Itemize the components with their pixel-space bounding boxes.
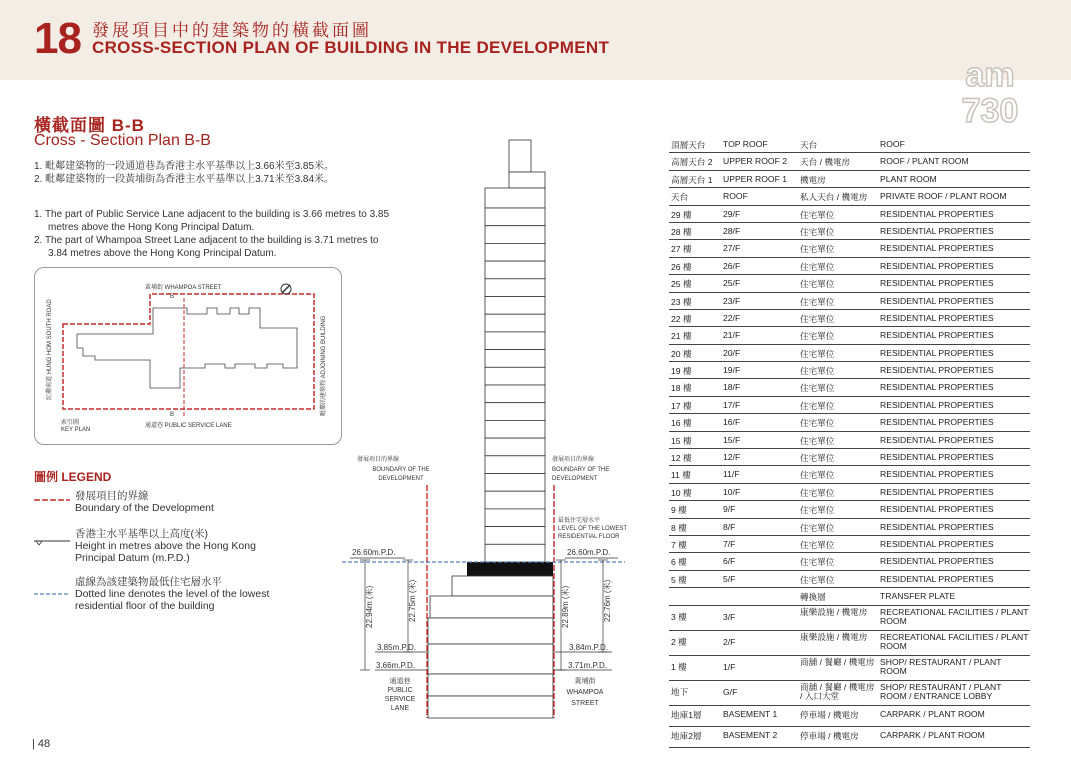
- floor-use-en: RESIDENTIAL PROPERTIES: [880, 452, 994, 463]
- watermark-text-top: am: [965, 56, 1015, 94]
- floor-name-en: TOP ROOF: [723, 139, 768, 149]
- floor-use-en: RECREATIONAL FACILITIES / PLANT ROOM: [880, 631, 1029, 651]
- floor-name-en: ROOF: [723, 191, 748, 202]
- floor-use-en: PRIVATE ROOF / PLANT ROOM: [880, 191, 1007, 202]
- floor-row: [669, 223, 1030, 240]
- floor-name-zh: 23 樓: [671, 296, 692, 307]
- section-title-zh: 發展項目中的建築物的橫截面圖: [92, 21, 372, 40]
- floor-row: [669, 240, 1030, 257]
- floor-row: [669, 310, 1030, 327]
- floor-name-zh: 8 樓: [671, 522, 687, 533]
- note-zh-2: 2. 毗鄰建築物的一段黃埔街為香港主水平基準以上3.71米至3.84米。: [34, 174, 335, 185]
- floor-name-zh: 7 樓: [671, 539, 687, 550]
- floor-name-zh: 3 樓: [671, 611, 687, 622]
- floor-row: [669, 681, 1030, 706]
- floor-name-en: 12/F: [723, 452, 741, 463]
- floor-row: [669, 275, 1030, 292]
- floor-use-en: RESIDENTIAL PROPERTIES: [880, 382, 994, 393]
- watermark-logo: [955, 54, 1025, 128]
- floor-use-zh: 住宅單位: [800, 400, 835, 411]
- floor-use-en: RESIDENTIAL PROPERTIES: [880, 295, 994, 306]
- floor-row: [669, 588, 1030, 605]
- legend-dotted-en: Dotted line denotes the level of the lowest residential floor of the building: [75, 588, 270, 612]
- section-number: 18: [34, 14, 81, 63]
- floor-name-zh: 29 樓: [671, 209, 692, 220]
- floor-name-en: 18/F: [723, 382, 741, 393]
- tower-floor: [485, 279, 545, 297]
- floor-use-en: RESIDENTIAL PROPERTIES: [880, 486, 994, 497]
- floor-name-zh: 5 樓: [671, 574, 687, 585]
- tower-floor: [485, 544, 545, 562]
- floor-name-en: 28/F: [723, 225, 741, 236]
- keyplan-right-side: 毗鄰的建築物 ADJOINING BUILDING: [321, 315, 327, 416]
- floor-use-zh: 住宅單位: [800, 348, 835, 359]
- keyplan-label-en: KEY PLAN: [61, 427, 91, 433]
- floor-row: [669, 706, 1030, 727]
- keyplan-boundary: [63, 294, 314, 409]
- floor-use-zh: 住宅單位: [800, 574, 835, 585]
- boundary-right-en2: DEVELOPMENT: [552, 476, 598, 482]
- floor-name-en: 26/F: [723, 260, 741, 271]
- floor-use-zh: 天台: [800, 140, 818, 150]
- floor-name-en: 2/F: [723, 636, 736, 647]
- floor-row: [669, 519, 1030, 536]
- floor-row: [669, 188, 1030, 205]
- keyplan-left-road: 紅磡南道 HUNG HOM SOUTH ROAD: [47, 299, 53, 400]
- key-plan: [34, 267, 342, 445]
- tower-floor: [485, 403, 545, 421]
- floor-use-en: RESIDENTIAL PROPERTIES: [880, 538, 994, 549]
- legend-height-zh: 香港主水平基準以上高度(米): [75, 528, 208, 540]
- floor-row: [669, 362, 1030, 379]
- floor-use-zh: 住宅單位: [800, 331, 835, 342]
- dim-left-2: 22.75m (米): [408, 579, 417, 622]
- floor-use-en: CARPARK / PLANT ROOM: [880, 729, 985, 740]
- keyplan-marker-top: B: [170, 294, 175, 300]
- floor-name-zh: 高層天台 2: [671, 157, 713, 168]
- lowest-res-en1: LEVEL OF THE LOWEST: [558, 526, 628, 532]
- floor-name-en: 20/F: [723, 347, 741, 358]
- floor-name-zh: 27 樓: [671, 244, 692, 255]
- floor-name-zh: 高層天台 1: [671, 174, 713, 185]
- floor-use-zh: 轉換層: [800, 592, 826, 603]
- floor-row: [669, 153, 1030, 170]
- floor-row: [669, 501, 1030, 518]
- floor-row: [669, 656, 1030, 681]
- floor-name-zh: 26 樓: [671, 261, 692, 272]
- floor-use-zh: 私人天台 / 機電房: [800, 192, 868, 203]
- floor-row: [669, 449, 1030, 466]
- floor-name-en: BASEMENT 2: [723, 729, 778, 740]
- tower-floor: [485, 474, 545, 492]
- floor-name-en: UPPER ROOF 1: [723, 173, 787, 184]
- lane-left-en2: SERVICE: [384, 696, 416, 703]
- floor-use-en: PLANT ROOM: [880, 173, 937, 184]
- dim-left-1: 22.94m (米): [365, 585, 374, 628]
- tower-floor: [485, 243, 545, 261]
- legend-title: 圖例 LEGEND: [34, 470, 112, 484]
- page-header: [0, 0, 1071, 80]
- floor-name-zh: 28 樓: [671, 226, 692, 237]
- floor-name-en: 22/F: [723, 312, 741, 323]
- floor-use-en: RESIDENTIAL PROPERTIES: [880, 417, 994, 428]
- floor-name-en: 6/F: [723, 556, 736, 567]
- note-zh-1: 1. 毗鄰建築物的一段通道巷為香港主水平基準以上3.66米至3.85米。: [34, 161, 335, 172]
- key-plan-drawing: [35, 268, 341, 444]
- floor-use-zh: 住宅單位: [800, 366, 835, 377]
- floor-name-zh: 10 樓: [671, 487, 692, 498]
- floor-row: [669, 466, 1030, 483]
- floor-name-zh: 11 樓: [671, 470, 691, 481]
- floor-use-zh: 住宅單位: [800, 313, 835, 324]
- floor-use-en: RESIDENTIAL PROPERTIES: [880, 312, 994, 323]
- floor-use-en: RESIDENTIAL PROPERTIES: [880, 556, 994, 567]
- floor-row: [669, 727, 1030, 748]
- floor-name-en: 9/F: [723, 504, 736, 515]
- legend-item-height: [75, 528, 275, 564]
- building-tower: [485, 140, 545, 208]
- tower-floor: [485, 491, 545, 509]
- floor-schedule-table: [669, 136, 1030, 748]
- floor-use-zh: 住宅單位: [800, 261, 835, 272]
- lane-left-en3: LANE: [390, 705, 410, 712]
- section-title-en: CROSS-SECTION PLAN OF BUILDING IN THE DEVELOPMENT: [92, 38, 610, 57]
- floor-use-en: RESIDENTIAL PROPERTIES: [880, 225, 994, 236]
- level-right-low: 3.71m.P.D.: [568, 661, 607, 670]
- floor-name-en: 5/F: [723, 573, 736, 584]
- floor-use-en: RESIDENTIAL PROPERTIES: [880, 278, 994, 289]
- floor-row: [669, 171, 1030, 188]
- floor-use-zh: 住宅單位: [800, 522, 835, 533]
- level-right-mid: 3.84m.P.D.: [569, 643, 608, 652]
- lane-right-en1: WHAMPOA: [566, 689, 604, 696]
- floor-row: [669, 536, 1030, 553]
- floor-row: [669, 293, 1030, 310]
- note-en-2: 2. The part of Whampoa Street Lane adjacent to the building is 3.71 metres to 3.84 metres above the Hong Kong Principal Datum.: [34, 235, 379, 259]
- dim-right-2: 22.76m (米): [603, 579, 612, 622]
- plan-title-en: Cross - Section Plan B-B: [34, 132, 211, 149]
- floor-use-en: RESIDENTIAL PROPERTIES: [880, 469, 994, 480]
- level-left-top: 26.60m.P.D.: [352, 548, 396, 557]
- floor-row: [669, 379, 1030, 396]
- floor-row: [669, 345, 1030, 362]
- floor-name-zh: 17 樓: [671, 400, 692, 411]
- note-en-1: 1. The part of Public Service Lane adjacent to the building is 3.66 metres to 3.85 metres above the Hong Kong Principal Datum.: [34, 209, 390, 233]
- floor-use-zh: 住宅單位: [800, 435, 835, 446]
- dim-right-1: 22.89m (米): [561, 585, 570, 628]
- floor-row: [669, 206, 1030, 223]
- floor-name-zh: 15 樓: [671, 435, 692, 446]
- tower-floor: [485, 297, 545, 315]
- floor-name-zh: 頂層天台: [671, 140, 706, 150]
- floor-use-en: RESIDENTIAL PROPERTIES: [880, 399, 994, 410]
- keyplan-building: [77, 308, 297, 388]
- floor-use-zh: 停車場 / 機電房: [800, 709, 859, 720]
- tower-floor: [485, 420, 545, 438]
- floor-use-zh: 住宅單位: [800, 418, 835, 429]
- floor-name-en: 23/F: [723, 295, 741, 306]
- floor-name-en: 25/F: [723, 278, 741, 289]
- level-left-low: 3.66m.P.D.: [376, 661, 415, 670]
- floor-use-zh: 商舖 / 餐廳 / 機電房: [800, 656, 875, 667]
- tower-floor: [485, 367, 545, 385]
- floor-use-zh: 住宅單位: [800, 539, 835, 550]
- floor-name-zh: 21 樓: [671, 331, 692, 342]
- floor-name-en: G/F: [723, 686, 738, 697]
- floor-row: [669, 571, 1030, 588]
- floor-use-zh: 停車場 / 機電房: [800, 730, 859, 741]
- floor-name-zh: 22 樓: [671, 313, 692, 324]
- lane-right-en2: STREET: [571, 700, 599, 707]
- floor-use-zh: 住宅單位: [800, 383, 835, 394]
- floor-name-zh: 12 樓: [671, 453, 692, 464]
- floor-use-en: RESIDENTIAL PROPERTIES: [880, 243, 994, 254]
- floor-use-zh: 住宅單位: [800, 244, 835, 255]
- legend-height-symbol: [34, 538, 72, 548]
- floor-name-en: 16/F: [723, 417, 741, 428]
- floor-name-zh: 地庫2層: [671, 730, 702, 741]
- floor-use-zh: 機電房: [800, 174, 826, 185]
- boundary-left-en2: DEVELOPMENT: [378, 476, 424, 482]
- floor-use-en: RESIDENTIAL PROPERTIES: [880, 521, 994, 532]
- floor-name-zh: 18 樓: [671, 383, 692, 394]
- floor-use-en: TRANSFER PLATE: [880, 591, 956, 602]
- keyplan-marker-bottom: B: [170, 412, 175, 418]
- floor-name-zh: 25 樓: [671, 279, 692, 290]
- keyplan-label-zh: 索引圖: [61, 420, 80, 426]
- floor-name-zh: 16 樓: [671, 418, 692, 429]
- floor-name-en: 1/F: [723, 661, 736, 672]
- floor-name-en: 27/F: [723, 243, 741, 254]
- lane-left-zh: 通道巷: [389, 678, 411, 685]
- legend-height-en: Height in metres above the Hong Kong Principal Datum (m.P.D.): [75, 540, 256, 564]
- plan-title-zh: 橫截面圖 B-B: [34, 116, 145, 135]
- floor-use-en: CARPARK / PLANT ROOM: [880, 708, 985, 719]
- floor-name-en: 7/F: [723, 538, 736, 549]
- tower-floor: [485, 332, 545, 350]
- floor-name-en: 8/F: [723, 521, 736, 532]
- floor-use-en: RESIDENTIAL PROPERTIES: [880, 208, 994, 219]
- floor-use-zh: 住宅單位: [800, 226, 835, 237]
- page-number: | 48: [32, 738, 51, 750]
- floor-name-zh: 地庫1層: [671, 709, 702, 720]
- floor-name-zh: 地下: [671, 686, 689, 697]
- lowest-res-en2: RESIDENTIAL FLOOR: [558, 534, 620, 540]
- floor-use-en: RECREATIONAL FACILITIES / PLANT ROOM: [880, 606, 1029, 626]
- floor-name-en: 11/F: [723, 469, 740, 480]
- floor-row: [669, 136, 1030, 153]
- legend-item-boundary: [75, 490, 214, 514]
- floor-name-zh: 6 樓: [671, 557, 687, 568]
- floor-use-en: RESIDENTIAL PROPERTIES: [880, 365, 994, 376]
- floor-use-en: RESIDENTIAL PROPERTIES: [880, 260, 994, 271]
- floor-row: [669, 631, 1030, 656]
- floor-use-zh: 住宅單位: [800, 296, 835, 307]
- keyplan-street-label: 黃埔街 WHAMPOA STREET: [145, 285, 222, 291]
- floor-use-zh: 康樂設施 / 機電房: [800, 606, 868, 617]
- legend-boundary-symbol: [34, 495, 72, 505]
- floor-row: [669, 484, 1030, 501]
- cross-section-drawing: [340, 130, 670, 740]
- floor-name-en: 10/F: [723, 486, 741, 497]
- legend-boundary-en: Boundary of the Development: [75, 502, 214, 514]
- legend-boundary-zh: 發展項目的界線: [75, 490, 149, 502]
- floor-use-en: RESIDENTIAL PROPERTIES: [880, 573, 994, 584]
- transfer-plate: [467, 562, 553, 576]
- legend-item-dotted: [75, 576, 280, 612]
- floor-name-zh: 19 樓: [671, 366, 692, 377]
- floor-use-zh: 住宅單位: [800, 487, 835, 498]
- floor-use-en: ROOF: [880, 139, 905, 149]
- boundary-right-zh: 發展項目的界線: [552, 457, 595, 463]
- floor-name-en: 15/F: [723, 434, 741, 445]
- boundary-right-en1: BOUNDARY OF THE: [552, 467, 610, 473]
- floor-use-zh: 康樂設施 / 機電房: [800, 631, 868, 642]
- floor-name-en: 17/F: [723, 399, 741, 410]
- floor-use-en: RESIDENTIAL PROPERTIES: [880, 347, 994, 358]
- keyplan-bottom-lane: 通道巷 PUBLIC SERVICE LANE: [145, 423, 232, 429]
- floor-use-en: ROOF / PLANT ROOM: [880, 156, 969, 167]
- tower-floor: [485, 314, 545, 332]
- tower-floor: [485, 208, 545, 226]
- level-right-top: 26.60m.P.D.: [567, 548, 611, 557]
- floor-use-en: RESIDENTIAL PROPERTIES: [880, 504, 994, 515]
- lane-right-zh: 黃埔街: [574, 678, 596, 685]
- floor-use-zh: 住宅單位: [800, 453, 835, 464]
- floor-name-zh: 1 樓: [671, 661, 687, 672]
- tower-floor: [485, 456, 545, 474]
- floor-use-zh: 住宅單位: [800, 470, 835, 481]
- lane-left-en1: PUBLIC: [387, 687, 413, 694]
- podium-floors: [428, 576, 553, 718]
- floor-row: [669, 327, 1030, 344]
- floor-use-en: SHOP/ RESTAURANT / PLANT ROOM / ENTRANCE LOBBY: [880, 681, 1002, 701]
- floor-use-en: RESIDENTIAL PROPERTIES: [880, 330, 994, 341]
- tower-floor: [485, 350, 545, 368]
- tower-floor: [485, 527, 545, 545]
- tower-floors: [485, 208, 545, 562]
- floor-use-en: SHOP/ RESTAURANT / PLANT ROOM: [880, 656, 1002, 676]
- floor-row: [669, 606, 1030, 631]
- lowest-res-zh: 最低住宅層水平: [558, 518, 601, 524]
- tower-floor: [485, 226, 545, 244]
- floor-row: [669, 432, 1030, 449]
- floor-use-zh: 住宅單位: [800, 505, 835, 516]
- boundary-left-en1: BOUNDARY OF THE: [372, 467, 430, 473]
- floor-name-zh: 天台: [671, 192, 689, 203]
- tower-floor: [485, 261, 545, 279]
- floor-row: [669, 397, 1030, 414]
- tower-floor: [485, 385, 545, 403]
- floor-use-zh: 住宅單位: [800, 279, 835, 290]
- tower-floor: [485, 509, 545, 527]
- floor-use-en: RESIDENTIAL PROPERTIES: [880, 434, 994, 445]
- floor-use-zh: 住宅單位: [800, 209, 835, 220]
- floor-name-zh: 20 樓: [671, 348, 692, 359]
- floor-use-zh: 住宅單位: [800, 557, 835, 568]
- floor-name-en: 29/F: [723, 208, 741, 219]
- floor-name-zh: 9 樓: [671, 505, 687, 516]
- floor-name-en: UPPER ROOF 2: [723, 156, 787, 167]
- level-left-mid: 3.85m.P.D.: [377, 643, 416, 652]
- floor-row: [669, 553, 1030, 570]
- floor-name-en: 19/F: [723, 365, 741, 376]
- watermark-text-bottom: 730: [961, 92, 1019, 128]
- floor-use-zh: 天台 / 機電房: [800, 157, 851, 168]
- floor-name-en: 3/F: [723, 611, 736, 622]
- floor-row: [669, 258, 1030, 275]
- floor-name-zh: 2 樓: [671, 636, 687, 647]
- floor-row: [669, 414, 1030, 431]
- floor-use-zh: 商舖 / 餐廳 / 機電房 / 入口大堂: [800, 681, 875, 701]
- boundary-left-zh: 發展項目的界線: [356, 457, 400, 463]
- tower-floor: [485, 438, 545, 456]
- floor-name-en: 21/F: [723, 330, 741, 341]
- legend-dotted-symbol: [34, 589, 72, 599]
- legend-dotted-zh: 虛線為該建築物最低住宅層水平: [75, 576, 222, 588]
- floor-name-en: BASEMENT 1: [723, 708, 778, 719]
